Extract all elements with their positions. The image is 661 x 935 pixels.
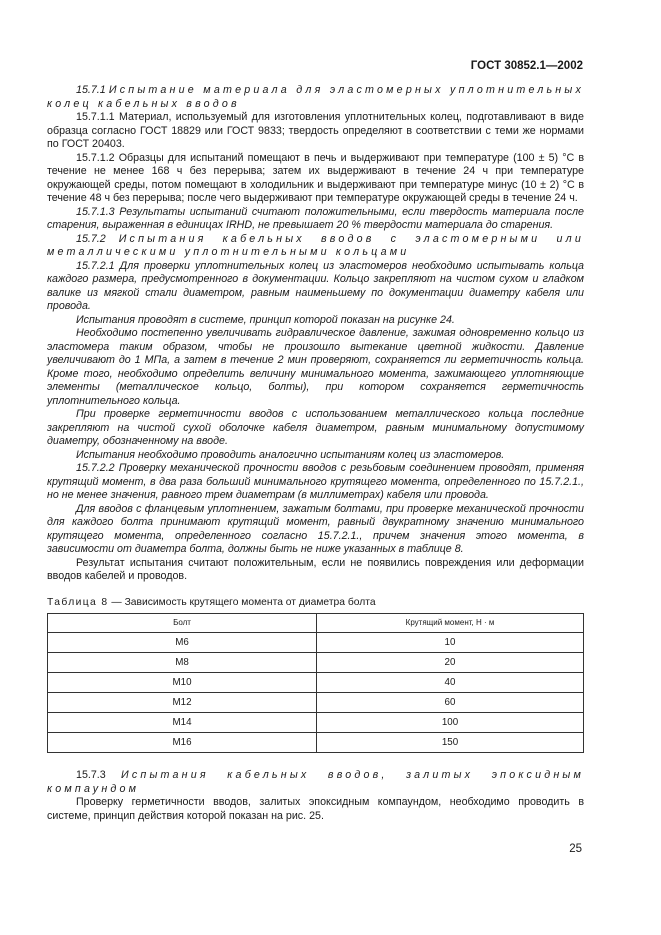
section-title: Испытание материала для эластомерных уплотнительных колец кабельных вводов bbox=[47, 84, 584, 110]
torque-table bbox=[47, 613, 584, 753]
section-number: 15.7.1 bbox=[76, 84, 109, 96]
paragraph-15-7-1-3: 15.7.1.3 Результаты испытаний считают положительными, если твердость материала после старения, выраженная в единицах IRHD, не превышает 20 % твердости материала до старения. bbox=[47, 205, 584, 231]
table-row bbox=[48, 633, 584, 653]
torque-cell: 100 bbox=[317, 713, 584, 733]
torque-cell: 10 bbox=[317, 633, 584, 653]
table-header-row bbox=[48, 614, 584, 633]
bolt-cell: М8 bbox=[48, 653, 317, 673]
table-row bbox=[48, 693, 584, 713]
paragraph-similar-tests: Испытания необходимо проводить аналогично испытаниям колец из эластомеров. bbox=[76, 448, 505, 461]
document-body bbox=[47, 84, 584, 823]
paragraph-result: Результат испытания считают положительным, если не появились повреждения или деформации вводов кабелей и проводов. bbox=[47, 556, 584, 582]
bolt-cell: М12 bbox=[48, 693, 317, 713]
paragraph-flange: Для вводов с фланцевым уплотнением, зажатым болтами, при проверке механической прочности для каждого болта принимают крутящий момент, равный двукратному значению минимального крутящего момента, определенного согласно 15.7.2.1., причем значения этого момента, в зависимости от диаметра болта, должны быть не ниже указанных в таблице 8. bbox=[47, 502, 584, 555]
table-row bbox=[48, 733, 584, 753]
section-number: 15.7.2 bbox=[76, 232, 119, 245]
column-header-torque: Крутящий момент, Н · м bbox=[317, 614, 584, 633]
torque-cell: 20 bbox=[317, 653, 584, 673]
paragraph-15-7-2-2: 15.7.2.2 Проверку механической прочности вводов с резьбовым соединением проводят, применяя крутящий момент, в два раза больший минимального крутящего момента, определенного по 15.7.2.1., но не менее значения, равного трем диаметрам (в миллиметрах) кабеля или провода. bbox=[47, 462, 584, 501]
page-number: 25 bbox=[569, 843, 582, 855]
section-title: Испытания кабельных вводов с эластомерными или металлическими уплотнительными кольцами bbox=[47, 232, 584, 258]
table-row bbox=[48, 713, 584, 733]
table-caption bbox=[47, 596, 584, 610]
bolt-cell: М14 bbox=[48, 713, 317, 733]
table-label: Таблица 8 bbox=[47, 596, 109, 608]
torque-cell: 150 bbox=[317, 733, 584, 753]
section-heading-15-7-3 bbox=[47, 769, 584, 796]
torque-cell: 40 bbox=[317, 673, 584, 693]
section-heading-15-7-1 bbox=[47, 84, 584, 111]
table-row bbox=[48, 673, 584, 693]
paragraph-pressure: Необходимо постепенно увеличивать гидравлическое давление, зажимая одновременно кольцо из эластомера таким образом, чтобы не произошло вытекание цветной жидкости. Давление увеличивают до 1 МПа, а затем в течение 2 мин проверяют, сохраняется ли герметичность кольца. Кроме того, необходимо определить величину минимального момента, зажимающего уплотняющие элементы (металлическое кольцо, болты), при котором сохраняется герметичность уплотнительного кольца. bbox=[47, 327, 584, 407]
bolt-cell: М10 bbox=[48, 673, 317, 693]
section-number: 15.7.3 bbox=[76, 769, 122, 781]
paragraph-15-7-3: Проверку герметичности вводов, залитых эпоксидным компаундом, необходимо проводить в системе, принцип действия которой показан на рис. 25. bbox=[47, 796, 584, 822]
paragraph-test-system: Испытания проводят в системе, принцип которой показан на рисунке 24. bbox=[76, 313, 455, 326]
bolt-cell: М6 bbox=[48, 633, 317, 653]
column-header-bolt: Болт bbox=[48, 614, 317, 633]
torque-cell: 60 bbox=[317, 693, 584, 713]
paragraph-15-7-1-1: 15.7.1.1 Материал, используемый для изготовления уплотнительных колец, подготавливают в виде образца согласно ГОСТ 18829 или ГОСТ 9833; твердость определяют в соответствии с теми же нормами по ГОСТ 20403. bbox=[47, 111, 584, 150]
paragraph-15-7-2-1: 15.7.2.1 Для проверки уплотнительных колец из эластомеров необходимо испытывать кольца каждого размера, предусмотренного в документации. Кольцо закрепляют на чистом сухом и гладком валике из мягкой стали диаметром, равным наименьшему по документации диаметру кабеля или провода. bbox=[47, 259, 584, 312]
table-caption-text: — Зависимость крутящего момента от диаметра болта bbox=[108, 596, 376, 608]
table-row bbox=[48, 653, 584, 673]
document-header: ГОСТ 30852.1—2002 bbox=[470, 60, 583, 72]
section-title: Испытания кабельных вводов, залитых эпоксидным компаундом bbox=[47, 769, 584, 795]
section-heading-15-7-2 bbox=[47, 233, 584, 260]
bolt-cell: М16 bbox=[48, 733, 317, 753]
paragraph-metal-ring: При проверке герметичности вводов с использованием металлического кольца последние закрепляют на чистой сухой оболочке кабеля диаметром, равным минимальному допустимому диаметру, обозначенному на вводе. bbox=[47, 408, 584, 447]
paragraph-15-7-1-2: 15.7.1.2 Образцы для испытаний помещают в печь и выдерживают при температуре (100 ± 5) °С в течение не менее 168 ч без перерыва; затем их выдерживают в течение 24 ч при температуре окружающей среды, потом помещают в холодильник и выдерживают при температуре минус (10 ± 2) °С в течение 48 ч без перерыва; после чего выдерживают при температуре окружающей среды в течение 24 ч. bbox=[47, 151, 584, 204]
